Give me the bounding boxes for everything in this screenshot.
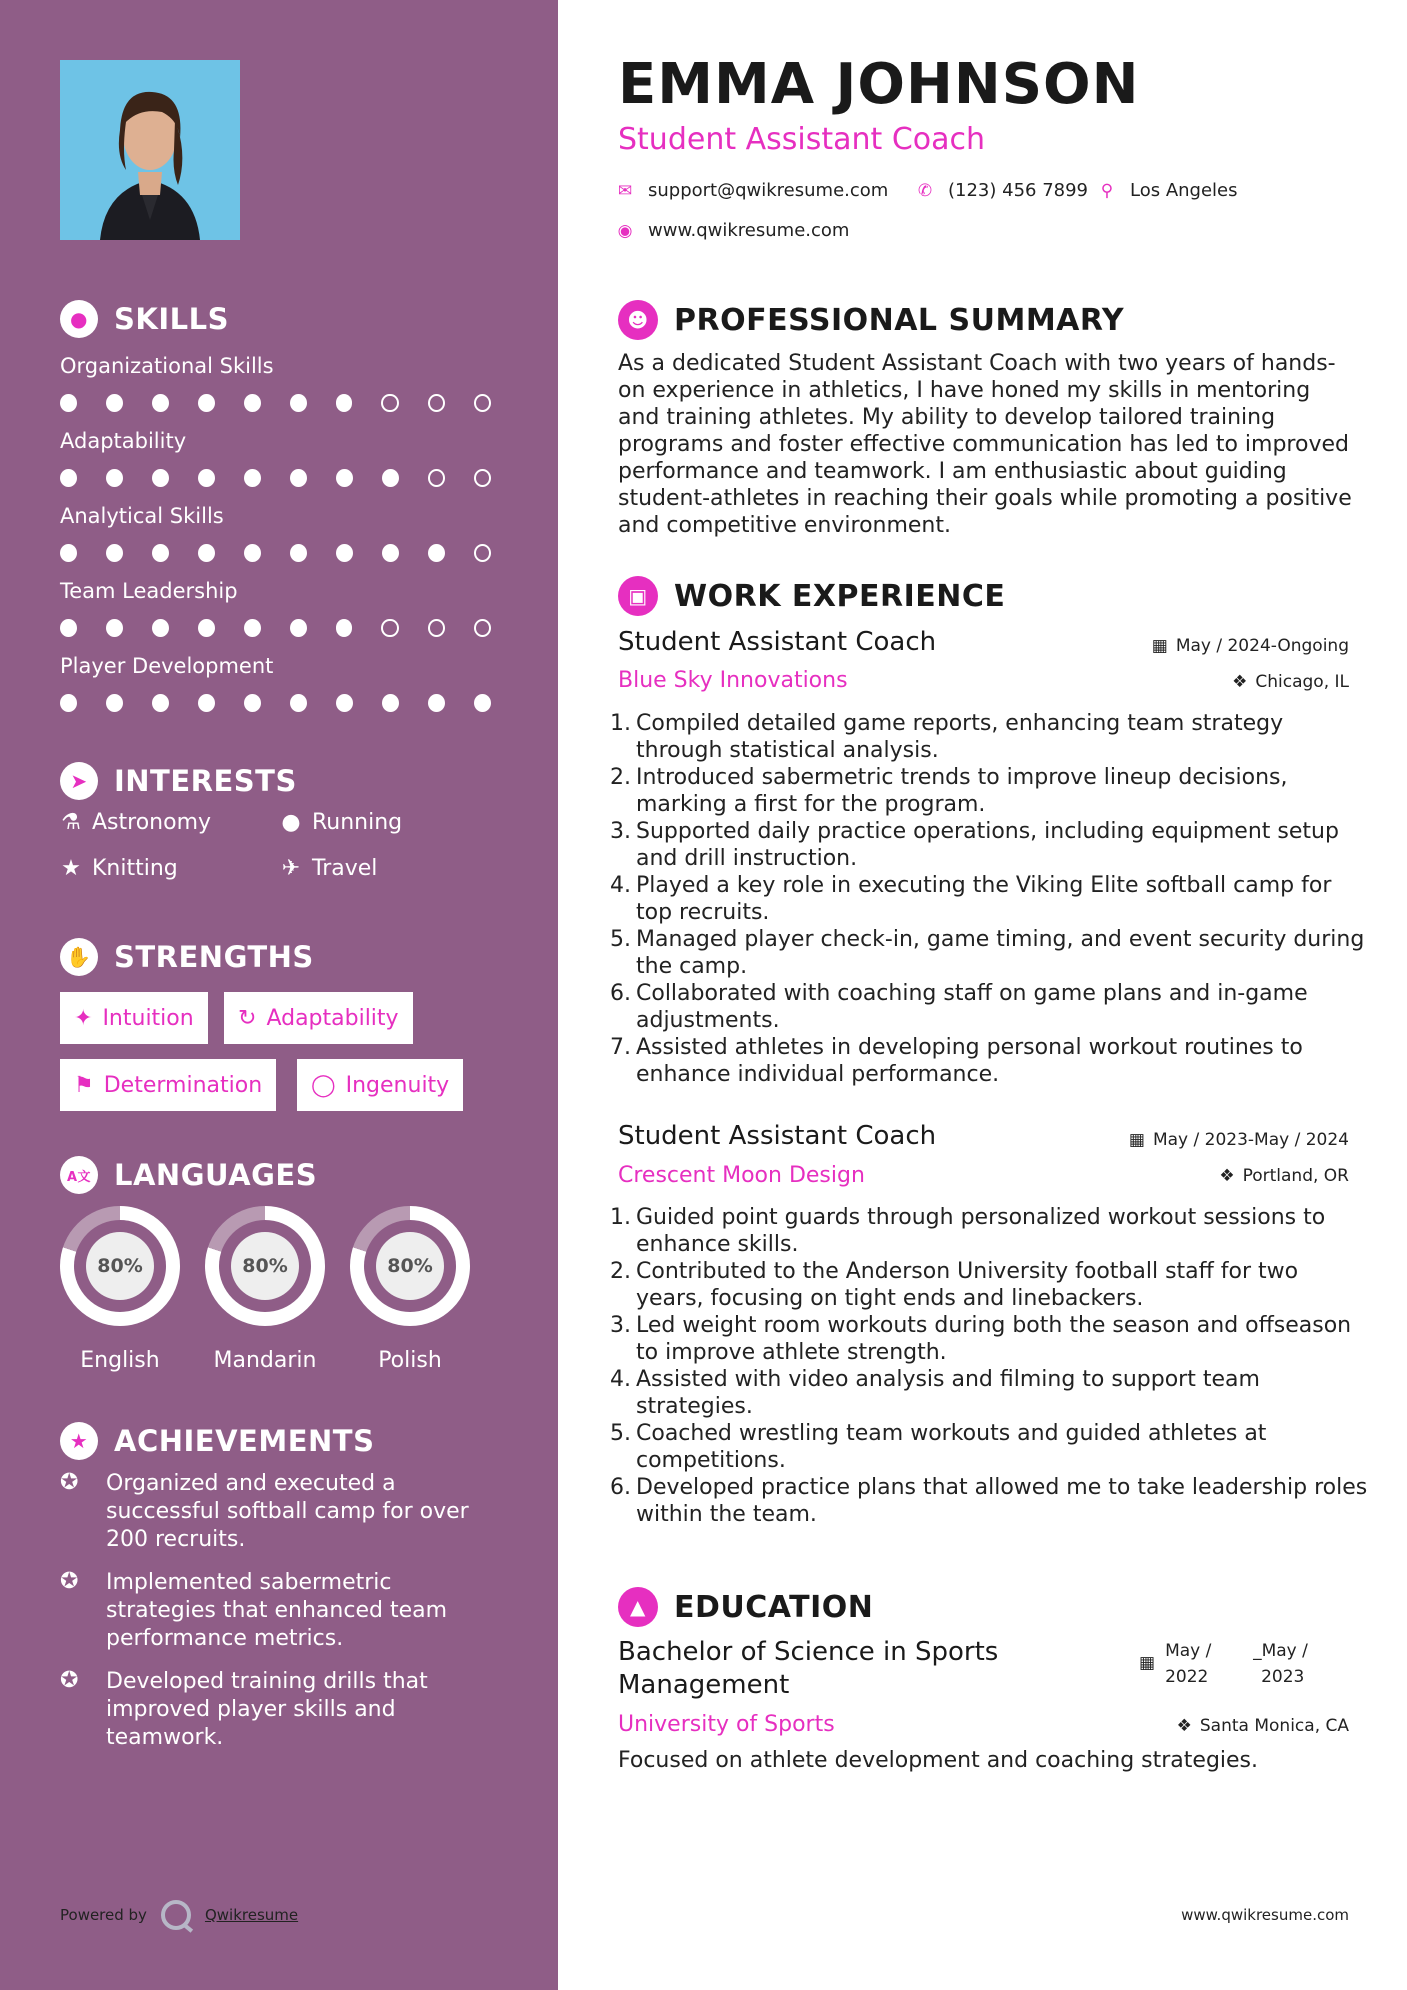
star-badge-icon: ★ bbox=[60, 1422, 98, 1460]
lightbulb-outline-icon: ◯ bbox=[311, 1072, 336, 1098]
language-item bbox=[205, 1206, 325, 1373]
strength-tag: ◯ Ingenuity bbox=[297, 1059, 463, 1111]
rating-dot-empty bbox=[474, 469, 491, 487]
paw-icon: ● bbox=[281, 810, 301, 835]
job-title: Student Assistant Coach bbox=[618, 627, 937, 657]
list-item: 3. Supported daily practice operations, including equipment setup and drill instruction. bbox=[610, 819, 1339, 871]
rating-dot-empty bbox=[428, 394, 445, 412]
qwikresume-link[interactable]: Qwikresume bbox=[204, 1906, 299, 1924]
job-company: Blue Sky Innovations bbox=[618, 668, 848, 693]
job-date: ▦ May / 2024-Ongoing bbox=[1151, 636, 1349, 656]
trophy-icon: ★ bbox=[61, 856, 81, 881]
strengths-heading: ✋ STRENGTHS bbox=[60, 938, 314, 976]
rating-dot-filled bbox=[198, 694, 215, 712]
rating-dot-filled bbox=[106, 544, 123, 562]
rating-dot-filled bbox=[244, 619, 261, 637]
globe-icon: ◉ bbox=[617, 220, 633, 241]
rating-dot-filled bbox=[290, 394, 307, 412]
skill-name: Team Leadership bbox=[60, 579, 238, 603]
skill-name: Analytical Skills bbox=[60, 504, 224, 528]
shooting-star-icon: ✪ bbox=[60, 1569, 79, 1594]
job-responsibilities bbox=[610, 1204, 1370, 1528]
rating-dot-filled bbox=[152, 394, 169, 412]
language-percent: 80% bbox=[86, 1232, 154, 1300]
skill-rating bbox=[60, 619, 520, 637]
skill-name: Organizational Skills bbox=[60, 354, 274, 378]
list-item: 2. Introduced sabermetric trends to improve lineup decisions, marking a first for the program. bbox=[610, 765, 1288, 817]
language-name: English bbox=[80, 1348, 160, 1373]
list-item: 2. Contributed to the Anderson University football staff for two years, focusing on tight ends and linebackers. bbox=[610, 1259, 1299, 1311]
language-progress-ring bbox=[205, 1206, 325, 1326]
skills-heading: ● SKILLS bbox=[60, 300, 229, 338]
rating-dot-empty bbox=[474, 544, 491, 562]
rating-dot-filled bbox=[336, 619, 353, 637]
rating-dot-empty bbox=[474, 619, 491, 637]
rating-dot-filled bbox=[474, 694, 491, 712]
rating-dot-empty bbox=[474, 394, 491, 412]
skill-rating bbox=[60, 469, 520, 487]
paper-plane-icon: ➤ bbox=[60, 762, 98, 800]
sidebar bbox=[0, 0, 558, 1990]
job-location: ❖ Chicago, IL bbox=[1232, 672, 1349, 692]
rating-dot-filled bbox=[336, 394, 353, 412]
rating-dot-filled bbox=[106, 469, 123, 487]
list-item: 1. Guided point guards through personalized workout sessions to enhance skills. bbox=[610, 1205, 1326, 1257]
rating-dot-filled bbox=[198, 544, 215, 562]
interest-item: ★ Knitting bbox=[61, 856, 178, 881]
graduation-cap-icon: ▲ bbox=[618, 1587, 658, 1627]
language-item bbox=[60, 1206, 180, 1373]
skill-item bbox=[60, 504, 520, 562]
candidate-role: Student Assistant Coach bbox=[618, 122, 986, 157]
job-company: Crescent Moon Design bbox=[618, 1163, 865, 1188]
rating-dot-filled bbox=[336, 694, 353, 712]
interests-heading: ➤ INTERESTS bbox=[60, 762, 297, 800]
phone-icon: ✆ bbox=[917, 180, 933, 201]
language-progress-ring bbox=[350, 1206, 470, 1326]
contact-phone[interactable]: ✆ (123) 456 7899 bbox=[914, 180, 1088, 201]
refresh-icon: ↻ bbox=[238, 1005, 257, 1031]
list-item: 4. Played a key role in executing the Viking Elite softball camp for top recruits. bbox=[610, 873, 1332, 925]
candidate-name: EMMA JOHNSON bbox=[618, 52, 1140, 117]
education-description: Focused on athlete development and coaching strategies. bbox=[618, 1748, 1259, 1773]
map-pin-icon: ⚲ bbox=[1100, 180, 1114, 201]
list-item: 3. Led weight room workouts during both the season and offseason to improve athlete strength. bbox=[610, 1313, 1352, 1365]
rating-dot-filled bbox=[244, 694, 261, 712]
experience-heading: ▣ WORK EXPERIENCE bbox=[618, 576, 1005, 616]
rating-dot-filled bbox=[152, 469, 169, 487]
rating-dot-filled bbox=[60, 469, 77, 487]
rating-dot-filled bbox=[152, 694, 169, 712]
language-percent: 80% bbox=[376, 1232, 444, 1300]
rating-dot-filled bbox=[290, 544, 307, 562]
rating-dot-filled bbox=[60, 694, 77, 712]
envelope-icon: ✉ bbox=[617, 180, 633, 201]
contact-location: ⚲ Los Angeles bbox=[1096, 180, 1238, 201]
rating-dot-filled bbox=[382, 694, 399, 712]
achievement-item: ✪ Developed training drills that improved player skills and teamwork. bbox=[60, 1668, 428, 1750]
strength-tag: ✦ Intuition bbox=[60, 992, 208, 1044]
rating-dot-filled bbox=[290, 469, 307, 487]
skill-name: Adaptability bbox=[60, 429, 187, 453]
list-item: 7. Assisted athletes in developing personal workout routines to enhance individual performance. bbox=[610, 1035, 1303, 1087]
list-item: 6. Developed practice plans that allowed me to take leadership roles within the team. bbox=[610, 1475, 1368, 1527]
utensils-icon: ⚗ bbox=[61, 810, 81, 835]
achievement-item: ✪ Organized and executed a successful softball camp for over 200 recruits. bbox=[60, 1470, 469, 1552]
main-content bbox=[558, 0, 1407, 1990]
rating-dot-filled bbox=[382, 469, 399, 487]
translate-icon: A文 bbox=[60, 1156, 98, 1194]
skill-name: Player Development bbox=[60, 654, 274, 678]
rating-dot-filled bbox=[60, 394, 77, 412]
fist-icon: ✋ bbox=[60, 938, 98, 976]
rating-dot-filled bbox=[336, 469, 353, 487]
language-percent: 80% bbox=[231, 1232, 299, 1300]
pushpin-icon: ❖ bbox=[1232, 672, 1248, 692]
strength-tag: ↻ Adaptability bbox=[224, 992, 413, 1044]
list-item: 5. Coached wrestling team workouts and guided athletes at competitions. bbox=[610, 1421, 1267, 1473]
rating-dot-filled bbox=[244, 394, 261, 412]
rating-dot-filled bbox=[198, 619, 215, 637]
shooting-star-icon: ✪ bbox=[60, 1470, 79, 1495]
rating-dot-filled bbox=[152, 544, 169, 562]
skill-item bbox=[60, 354, 520, 412]
contact-email[interactable]: ✉ support@qwikresume.com bbox=[614, 180, 888, 201]
plane-icon: ✈ bbox=[281, 856, 301, 881]
language-name: Polish bbox=[378, 1348, 442, 1373]
rating-dot-filled bbox=[152, 619, 169, 637]
calendar-icon: ▦ bbox=[1128, 1130, 1145, 1150]
skill-item bbox=[60, 429, 520, 487]
rating-dot-filled bbox=[198, 394, 215, 412]
skill-item bbox=[60, 579, 520, 637]
list-item: 5. Managed player check-in, game timing, and event security during the camp. bbox=[610, 927, 1365, 979]
skill-rating bbox=[60, 394, 520, 412]
powered-by: Powered by Qwikresume bbox=[60, 1900, 298, 1930]
rating-dot-filled bbox=[290, 694, 307, 712]
magic-wand-icon: ✦ bbox=[74, 1005, 93, 1031]
list-item: 4. Assisted with video analysis and filming to support team strategies. bbox=[610, 1367, 1260, 1419]
briefcase-icon: ▣ bbox=[618, 576, 658, 616]
education-degree: Bachelor of Science in Sports Management bbox=[618, 1637, 999, 1700]
interest-item: ✈ Travel bbox=[281, 856, 378, 881]
rating-dot-empty bbox=[428, 469, 445, 487]
rating-dot-filled bbox=[60, 544, 77, 562]
language-name: Mandarin bbox=[213, 1348, 317, 1373]
skill-rating bbox=[60, 544, 520, 562]
rating-dot-filled bbox=[428, 694, 445, 712]
calendar-icon: ▦ bbox=[1151, 636, 1168, 656]
list-item: 1. Compiled detailed game reports, enhancing team strategy through statistical analysis. bbox=[610, 711, 1284, 763]
contact-website[interactable]: ◉ www.qwikresume.com bbox=[614, 220, 849, 241]
rating-dot-empty bbox=[428, 619, 445, 637]
flag-icon: ⚑ bbox=[74, 1072, 94, 1098]
language-progress-ring bbox=[60, 1206, 180, 1326]
skill-item bbox=[60, 654, 520, 712]
education-heading: ▲ EDUCATION bbox=[618, 1587, 873, 1627]
summary-heading: ☻ PROFESSIONAL SUMMARY bbox=[618, 300, 1124, 340]
list-item: 6. Collaborated with coaching staff on game plans and in-game adjustments. bbox=[610, 981, 1308, 1033]
interest-item: ⚗ Astronomy bbox=[61, 810, 212, 835]
rating-dot-filled bbox=[244, 469, 261, 487]
summary-text: As a dedicated Student Assistant Coach with two years of hands-on experience in athletics, I have honed my skills in mentoring and training athletes. My ability to develop tailored training programs and foster effective communication has led to improved performance and teamwork. I am enthusiastic about guiding student-athletes in reaching their goals while promoting a positive and competitive environment. bbox=[618, 351, 1352, 538]
qwikresume-logo-icon bbox=[161, 1900, 191, 1930]
rating-dot-filled bbox=[244, 544, 261, 562]
rating-dot-filled bbox=[106, 694, 123, 712]
skill-rating bbox=[60, 694, 520, 712]
rating-dot-filled bbox=[336, 544, 353, 562]
job-title: Student Assistant Coach bbox=[618, 1121, 937, 1151]
rating-dot-filled bbox=[198, 469, 215, 487]
languages-heading: A文 LANGUAGES bbox=[60, 1156, 317, 1194]
job-location: ❖ Portland, OR bbox=[1219, 1166, 1349, 1186]
user-icon: ☻ bbox=[618, 300, 658, 340]
profile-photo bbox=[60, 60, 240, 240]
job-date: ▦ May / 2023-May / 2024 bbox=[1128, 1130, 1349, 1150]
shooting-star-icon: ✪ bbox=[60, 1668, 79, 1693]
rating-dot-empty bbox=[381, 619, 398, 637]
rating-dot-filled bbox=[290, 619, 307, 637]
rating-dot-empty bbox=[381, 394, 398, 412]
lightbulb-icon: ● bbox=[60, 300, 98, 338]
education-location: ❖ Santa Monica, CA bbox=[1176, 1716, 1349, 1736]
pushpin-icon: ❖ bbox=[1219, 1166, 1235, 1186]
pushpin-icon: ❖ bbox=[1176, 1716, 1192, 1736]
rating-dot-filled bbox=[428, 544, 445, 562]
rating-dot-filled bbox=[60, 619, 77, 637]
rating-dot-filled bbox=[382, 544, 399, 562]
achievement-item: ✪ Implemented sabermetric strategies that enhanced team performance metrics. bbox=[60, 1569, 448, 1651]
calendar-icon: ▦ bbox=[1139, 1653, 1156, 1673]
interest-item: ● Running bbox=[281, 810, 403, 835]
strength-tag: ⚑ Determination bbox=[60, 1059, 276, 1111]
language-item bbox=[350, 1206, 470, 1373]
rating-dot-filled bbox=[106, 619, 123, 637]
education-date: ▦ May / 2022 _May / 2023 bbox=[1139, 1638, 1349, 1690]
education-school: University of Sports bbox=[618, 1712, 835, 1737]
rating-dot-filled bbox=[106, 394, 123, 412]
achievements-heading: ★ ACHIEVEMENTS bbox=[60, 1422, 374, 1460]
footer-url[interactable]: www.qwikresume.com bbox=[1181, 1906, 1349, 1924]
job-responsibilities bbox=[610, 710, 1370, 1088]
